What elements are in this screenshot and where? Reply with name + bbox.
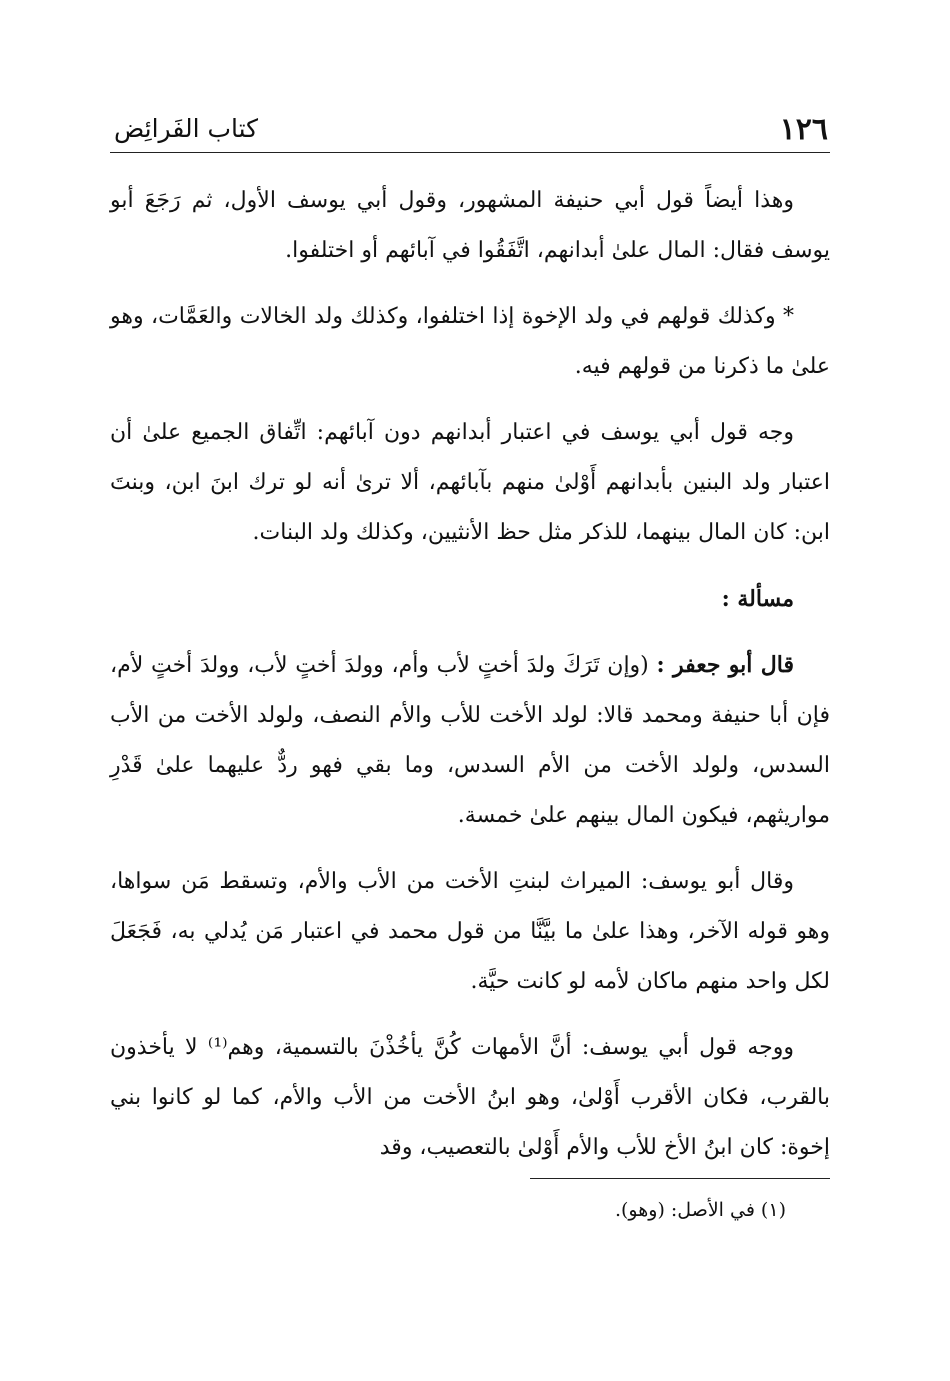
paragraph-4-text: (وإن تَرَكَ ولدَ أختٍ لأب وأم، وولدَ أختٍ لأب، وولدَ أختٍ لأم، فإن أبا حنيفة ومحمد قالا: لولد الأخت للأب والأم النصف، ولولد الأخت من الأب السدس، ولولد الأخت من الأم السدس، وما بقي فهو ردٌّ عليهما علىٰ قَدْرِ مواريثهم، فيكون المال بينهم علىٰ خمسة. xyxy=(110,653,830,828)
page-number: ١٢٦ xyxy=(779,112,828,147)
footnote-divider xyxy=(530,1178,830,1179)
book-title: كتاب الفَرائِض xyxy=(114,114,259,143)
footnote: (١) في الأصل: (وهو). xyxy=(614,1199,786,1221)
body-text xyxy=(110,176,830,1189)
paragraph-5: وقال أبو يوسف: الميراث لبنتِ الأخت من الأب والأم، وتسقط مَن سواها، وهو قوله الآخر، وهذا علىٰ ما بيَّنَّا من قول محمد في اعتبار مَن يُدلي به، فَجَعَلَ لكل واحد منهم ماكان لأمه لو كانت حيَّة. xyxy=(110,869,830,994)
paragraph-2: * وكذلك قولهم في ولد الإخوة إذا اختلفوا، وكذلك ولد الخالات والعَمَّات، وهو علىٰ ما ذكرنا من قولهم فيه. xyxy=(110,304,830,379)
paragraph-6: ووجه قول أبي يوسف: أنَّ الأمهات كُنَّ يأخُذْنَ بالتسمية، وهم⁽¹⁾ لا يأخذون بالقرب، فكان الأقرب أَوْلىٰ، وهو ابنُ الأخت من الأب والأم، كما لو كانوا بني إخوة: كان ابنُ الأخ للأب والأم أَوْلىٰ بالتعصيب، وقد xyxy=(110,1035,830,1160)
running-header xyxy=(110,108,830,153)
paragraph-1: وهذا أيضاً قول أبي حنيفة المشهور، وقول أبي يوسف الأول، ثم رَجَعَ أبو يوسف فقال: المال علىٰ أبدانهم، اتَّفَقُوا في آبائهم أو اختلفوا. xyxy=(110,188,830,263)
paragraph-4 xyxy=(110,640,830,841)
speaker-name: قال أبو جعفر : xyxy=(656,652,794,678)
paragraph-3: وجه قول أبي يوسف في اعتبار أبدانهم دون آبائهم: اتِّفاق الجميع علىٰ أن اعتبار ولد البنين بأبدانهم أَوْلىٰ منهم بآبائهم، ألا ترىٰ أنه لو ترك ابنَ ابن، وبنتَ ابن: كان المال بينهما، للذكر مثل حظ الأنثيين، وكذلك ولد البنات. xyxy=(110,420,830,545)
book-page xyxy=(110,0,830,1381)
section-heading: مسألة : xyxy=(721,586,794,612)
